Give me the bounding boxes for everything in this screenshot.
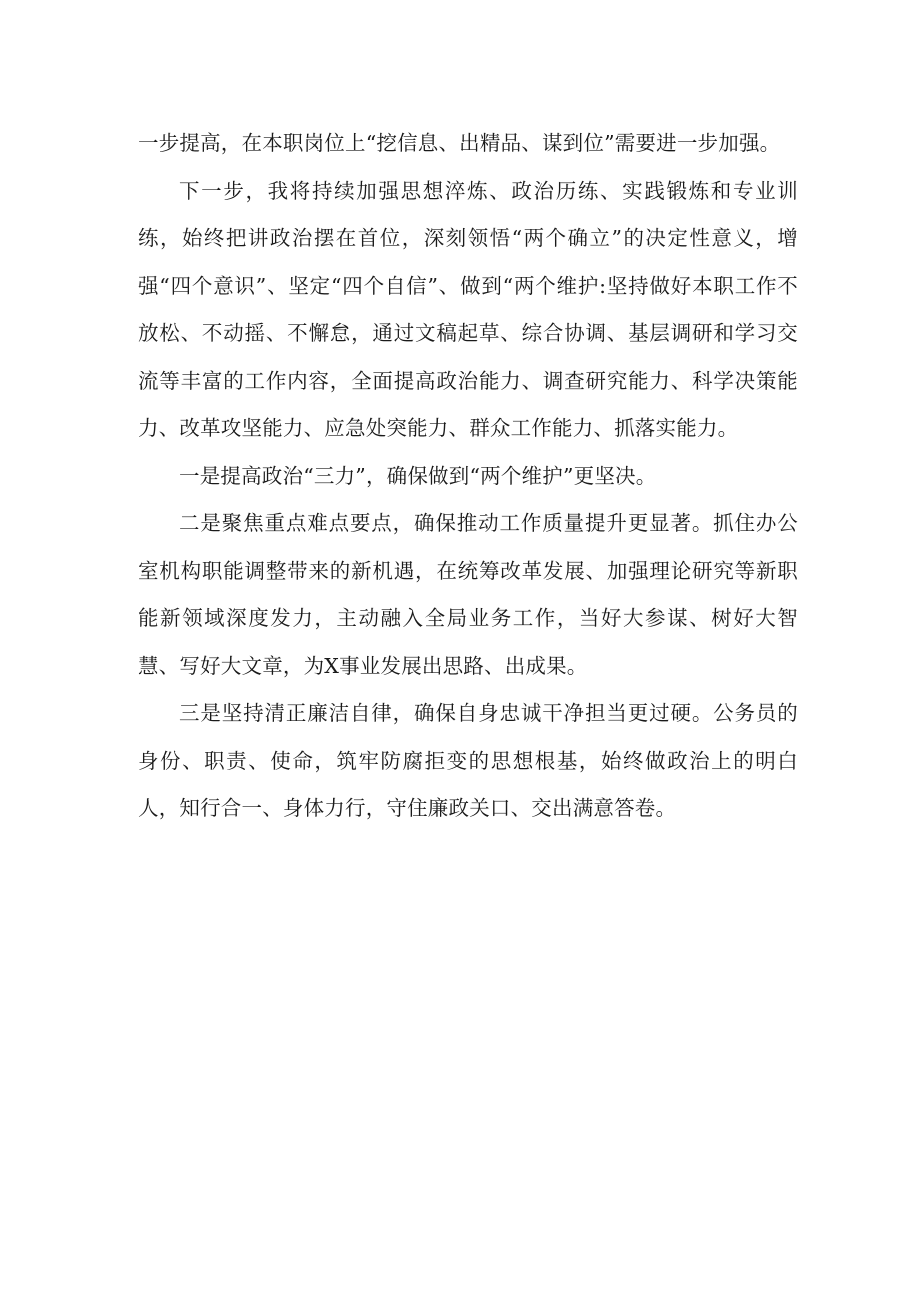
paragraph-point-three: 三是坚持清正廉洁自律，确保自身忠诚干净担当更过硬。公务员的身份、职责、使命，筑牢防腐拒变的思想根基，始终做政治上的明白人，知行合一、身体力行，守住廉政关口、交出满意答卷。: [138, 701, 798, 820]
paragraph-continuation: 一步提高，在本职岗位上“挖信息、出精品、谋到位”需要进一步加强。: [138, 131, 781, 155]
paragraph-point-two: 二是聚焦重点难点要点，确保推动工作质量提升更显著。抓住办公室机构职能调整带来的新机遇，在统筹改革发展、加强理论研究等新职能新领域深度发力，主动融入全局业务工作，当好大参谋、树好大智慧、写好大文章，为X事业发展出思路、出成果。: [138, 511, 798, 678]
paragraph-point-one: 一是提高政治“三力”，确保做到“两个维护”更坚决。: [179, 463, 657, 488]
document-body: [138, 120, 798, 833]
paragraph-next-steps: 下一步，我将持续加强思想淬炼、政治历练、实践锻炼和专业训练，始终把讲政治摆在首位，深刻领悟“两个确立”的决定性意义，增强“四个意识”、坚定“四个自信”、做到“两个维护:坚持做好本职工作不放松、不动摇、不懈怠，通过文稿起草、综合协调、基层调研和学习交流等丰富的工作内容，全面提高政治能力、调查研究能力、科学决策能力、改革攻坚能力、应急处突能力、群众工作能力、抓落实能力。: [138, 178, 798, 440]
